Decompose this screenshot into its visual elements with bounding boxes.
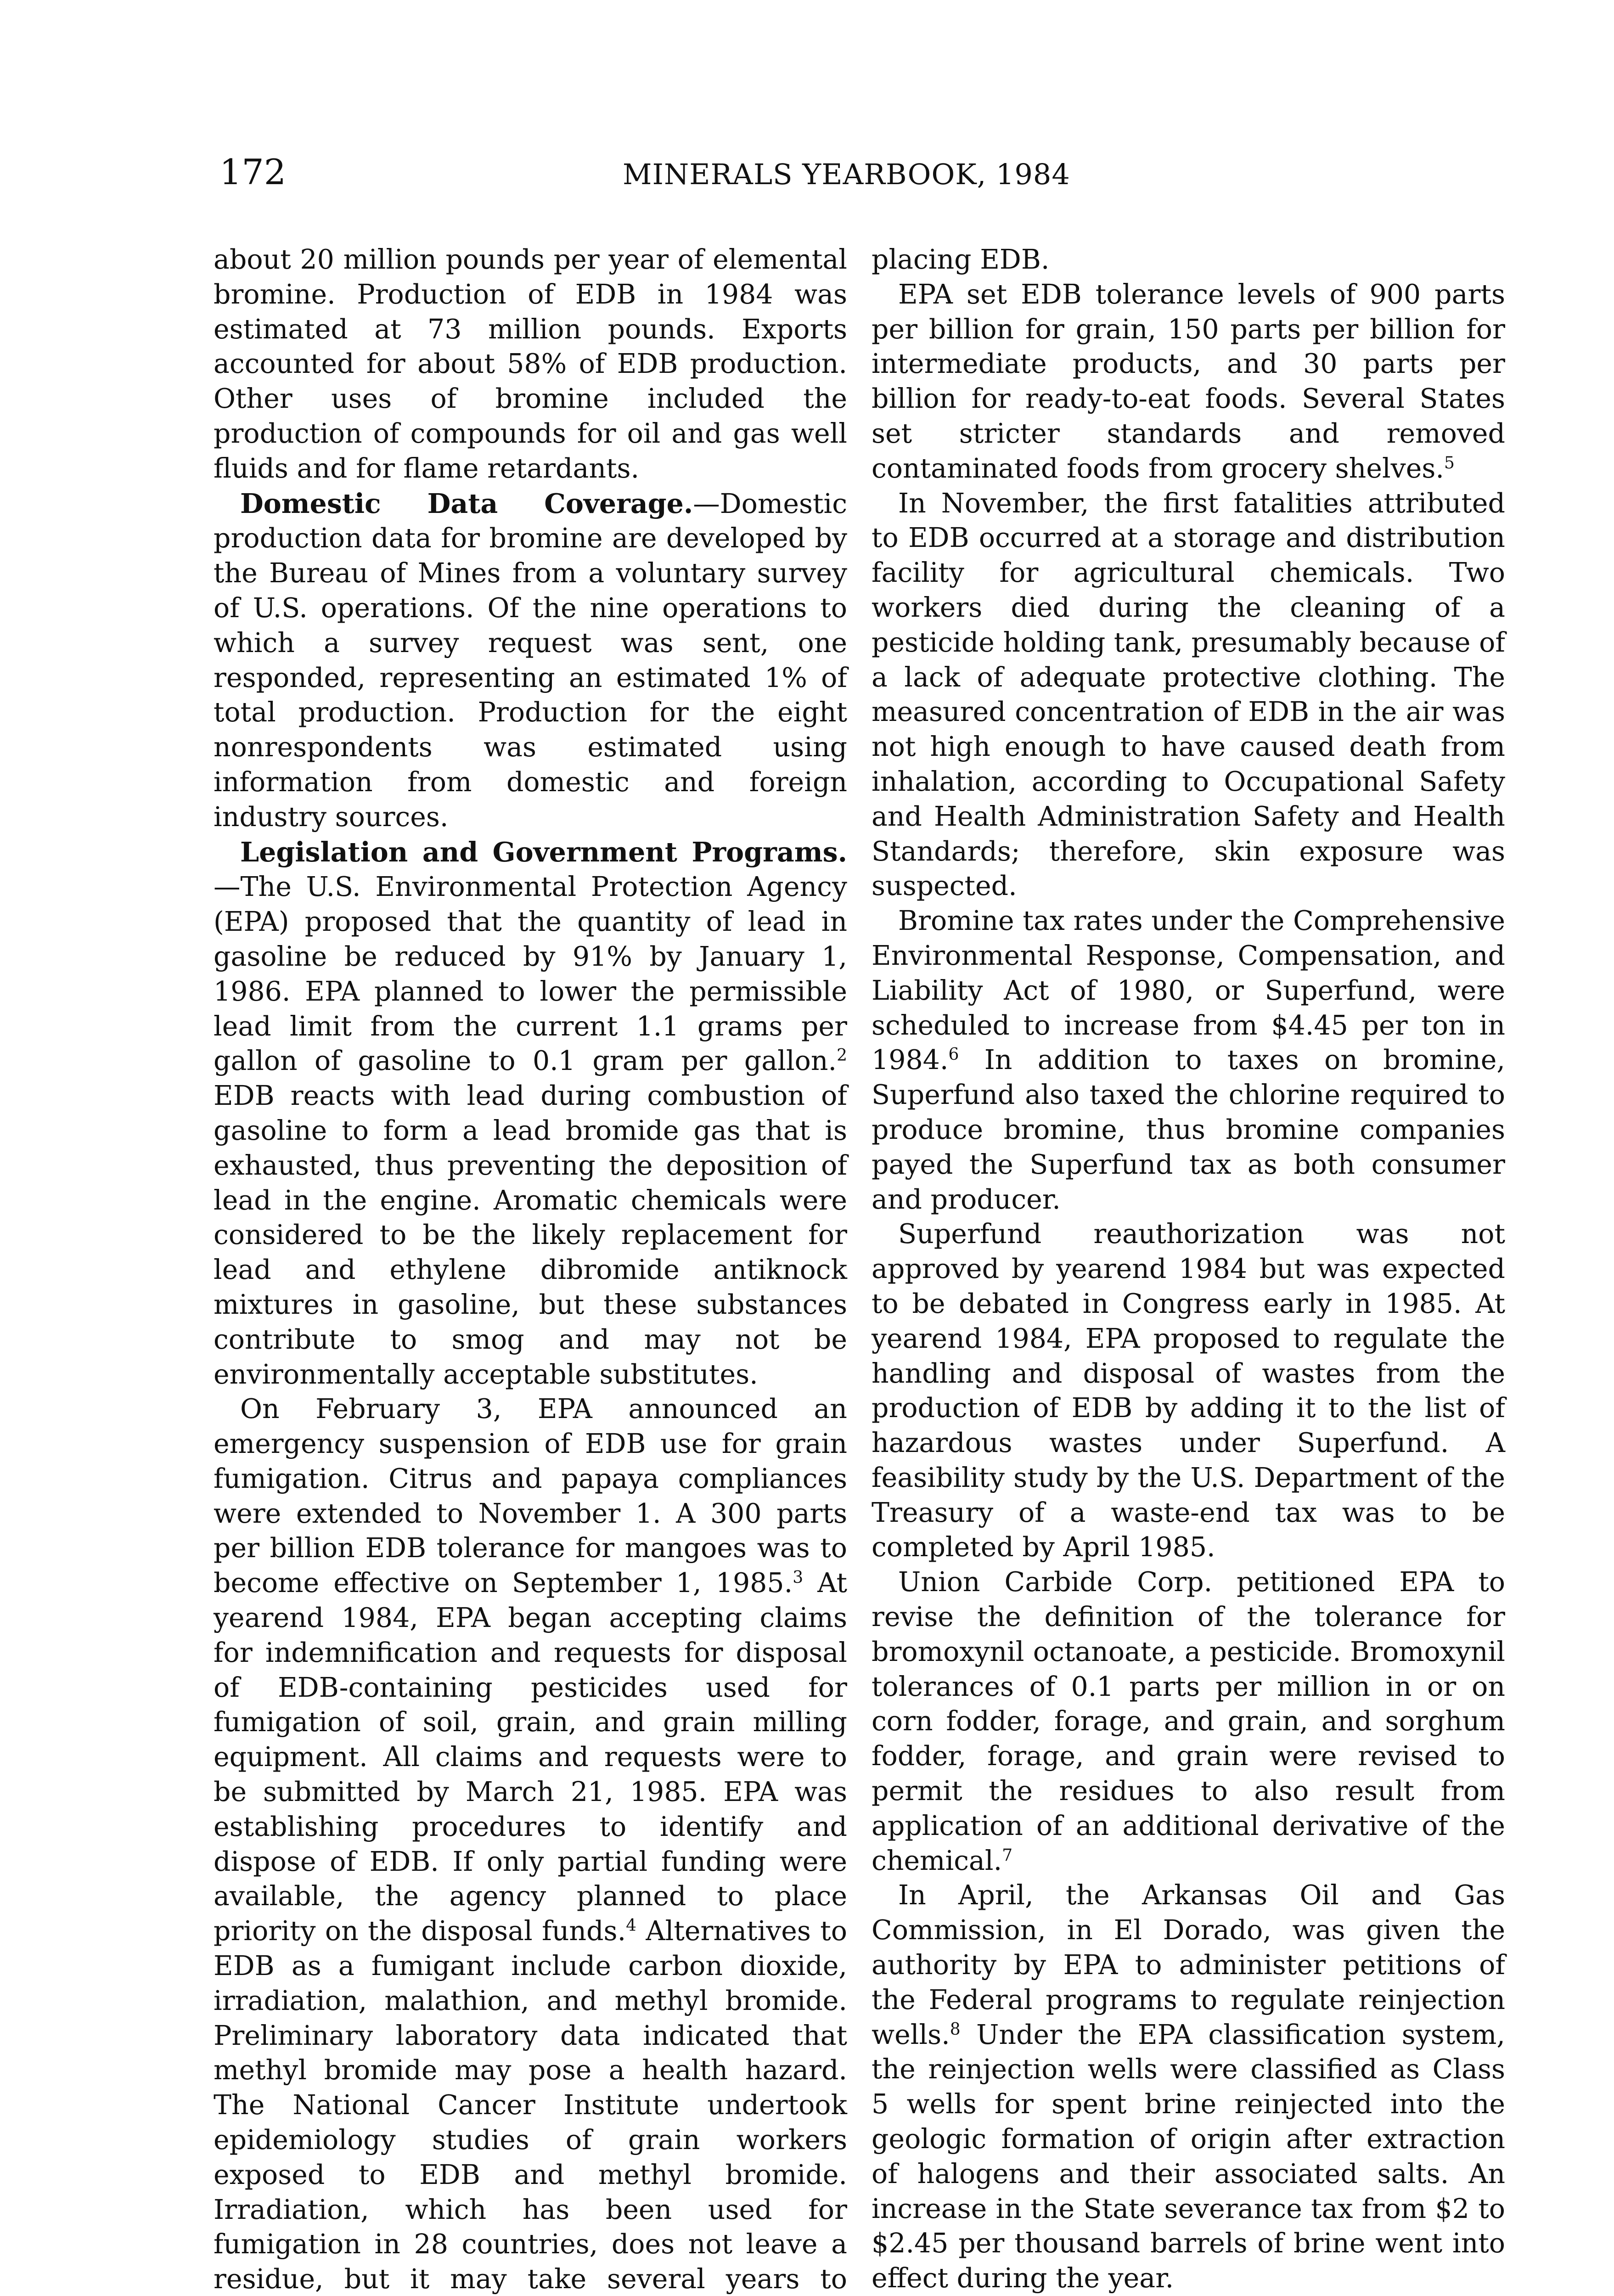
running-title: MINERALS YEARBOOK, 1984 (623, 158, 1070, 191)
left-column (214, 242, 847, 2296)
footnote-ref: 6 (948, 1045, 959, 1064)
paragraph-text: placing EDB. (872, 244, 1050, 275)
paragraph-text: Under the EPA classification system, the reinjection wells were classified as Class 5 wells for spent brine reinjected into the geologic formation of origin after extraction of halogens and their associated salts. An increase in the State severance tax from $2 to $2.45 per thousand barrels of brine went into effect during the year. (872, 2019, 1505, 2294)
paragraph (214, 242, 847, 486)
paragraph-text: Bromine tax rates under the Comprehensive Environmental Response, Compensation, and Liability Act of 1980, or Superfund, were scheduled to increase from $4.45 per ton in 1984. (872, 905, 1505, 1076)
page-number: 172 (219, 152, 287, 192)
paragraph (872, 1878, 1505, 2296)
paragraph (872, 1217, 1505, 1565)
paragraph (214, 835, 847, 1392)
paragraph-text: —The U.S. Environmental Protection Agency (EPA) proposed that the quantity of lead in gasoline be reduced by 91% by January 1, 1986. EPA planned to lower the permissible lead limit from the current 1.1 grams per gallon of gasoline to 0.1 gram per gallon. (214, 871, 847, 1077)
footnote-ref: 4 (626, 1916, 637, 1936)
paragraph-text: At yearend 1984, EPA began accepting claims for indemnification and requests for disposal of EDB-containing pesticides used for fumigation of soil, grain, and grain milling equipment. All claims and requests were to be submitted by March 21, 1985. EPA was establishing procedures to identify and dispose of EDB. If only partial funding were available, the agency planned to place priority on the disposal funds. (214, 1567, 847, 1947)
paragraph-text: EPA set EDB tolerance levels of 900 parts per billion for grain, 150 parts per billion for intermediate products, and 30 parts per billion for ready-to-eat foods. Several States set stricter standards and removed contaminated foods from grocery shelves. (872, 278, 1505, 484)
paragraph (214, 1392, 847, 2296)
paragraph-text: In November, the first fatalities attributed to EDB occurred at a storage and distribution facility for agricultural chemicals. Two workers died during the cleaning of a pesticide holding tank, presumably because of a lack of adequate protective clothing. The measured concentration of EDB in the air was not high enough to have caused death from inhalation, according to Occupational Safety and Health Administration Safety and Health Standards; therefore, skin exposure was suspected. (872, 487, 1506, 902)
footnote-ref: 7 (1002, 1846, 1013, 1865)
paragraph-text: On February 3, EPA announced an emergency suspension of EDB use for grain fumigation. Citrus and papaya compliances were extended to November 1. A 300 parts per billion EDB tolerance for mangoes was to become effective on September 1, 1985. (214, 1393, 847, 1599)
footnote-ref: 3 (793, 1568, 804, 1587)
paragraph-text: In addition to taxes on bromine, Superfund also taxed the chlorine required to produce bromine, thus bromine companies payed the Superfund tax as both consumer and producer. (872, 1044, 1505, 1215)
paragraph-text: In April, the Arkansas Oil and Gas Commission, in El Dorado, was given the authority by EPA to administer petitions of the Federal programs to regulate reinjection wells. (872, 1880, 1505, 2050)
paragraph (872, 242, 1505, 277)
paragraph (872, 904, 1505, 1217)
paragraph (872, 1565, 1505, 1878)
page-header (219, 152, 1537, 197)
footnote-ref: 2 (837, 1046, 847, 1065)
paragraph (872, 277, 1505, 486)
footnote-ref: 8 (950, 2020, 961, 2039)
right-column (872, 242, 1505, 2296)
paragraph-text: EDB reacts with lead during combustion of gasoline to form a lead bromide gas that is exhausted, thus preventing the deposition of lead in the engine. Aromatic chemicals were considered to be the likely replacement for lead and ethylene dibromide antiknock mixtures in gasoline, but these substances contribute to smog and may not be environmentally acceptable substitutes. (214, 1080, 847, 1390)
paragraph-text: Alternatives to EDB as a fumigant include carbon dioxide, irradiation, malathion, and methyl bromide. Preliminary laboratory data indicated that methyl bromide may pose a health hazard. The National Cancer Institute undertook epidemiology studies of grain workers exposed to EDB and methyl bromide. Irradiation, which has been used for fumigation in 28 countries, does not leave a residue, but it may take several years to (214, 1915, 847, 2295)
paragraph-text: Union Carbide Corp. petitioned EPA to revise the definition of the tolerance for bromoxynil octanoate, a pesticide. Bromoxynil tolerances of 0.1 parts per million in or on corn fodder, forage, and grain, and sorghum fodder, forage, and grain were revised to permit the residues to also result from application of an additional derivative of the chemical. (872, 1566, 1505, 1876)
paragraph-text: about 20 million pounds per year of elemental bromine. Production of EDB in 1984 was estimated at 73 million pounds. Exports accounted for about 58% of EDB production. Other uses of bromine included the production of compounds for oil and gas well fluids and for flame retardants. (214, 244, 847, 484)
paragraph-text: —Domestic production data for bromine are developed by the Bureau of Mines from a voluntary survey of U.S. operations. Of the nine operations to which a survey request was sent, one responded, representing an estimated 1% of total production. Production for the eight nonrespondents was estimated using information from domestic and foreign industry sources. (214, 488, 847, 833)
section-heading: Domestic Data Coverage. (240, 487, 693, 519)
paragraph (214, 486, 847, 835)
footnote-ref: 5 (1444, 453, 1455, 473)
paragraph-text: Superfund reauthorization was not approved by yearend 1984 but was expected to be debated in Congress early in 1985. At yearend 1984, EPA proposed to regulate the handling and disposal of wastes from the production of EDB by adding it to the list of hazardous wastes under Superfund. A feasibility study by the U.S. Department of the Treasury of a waste-end tax was to be completed by April 1985. (872, 1218, 1505, 1563)
paragraph (872, 486, 1505, 904)
section-heading: Legislation and Government Programs. (240, 836, 847, 868)
